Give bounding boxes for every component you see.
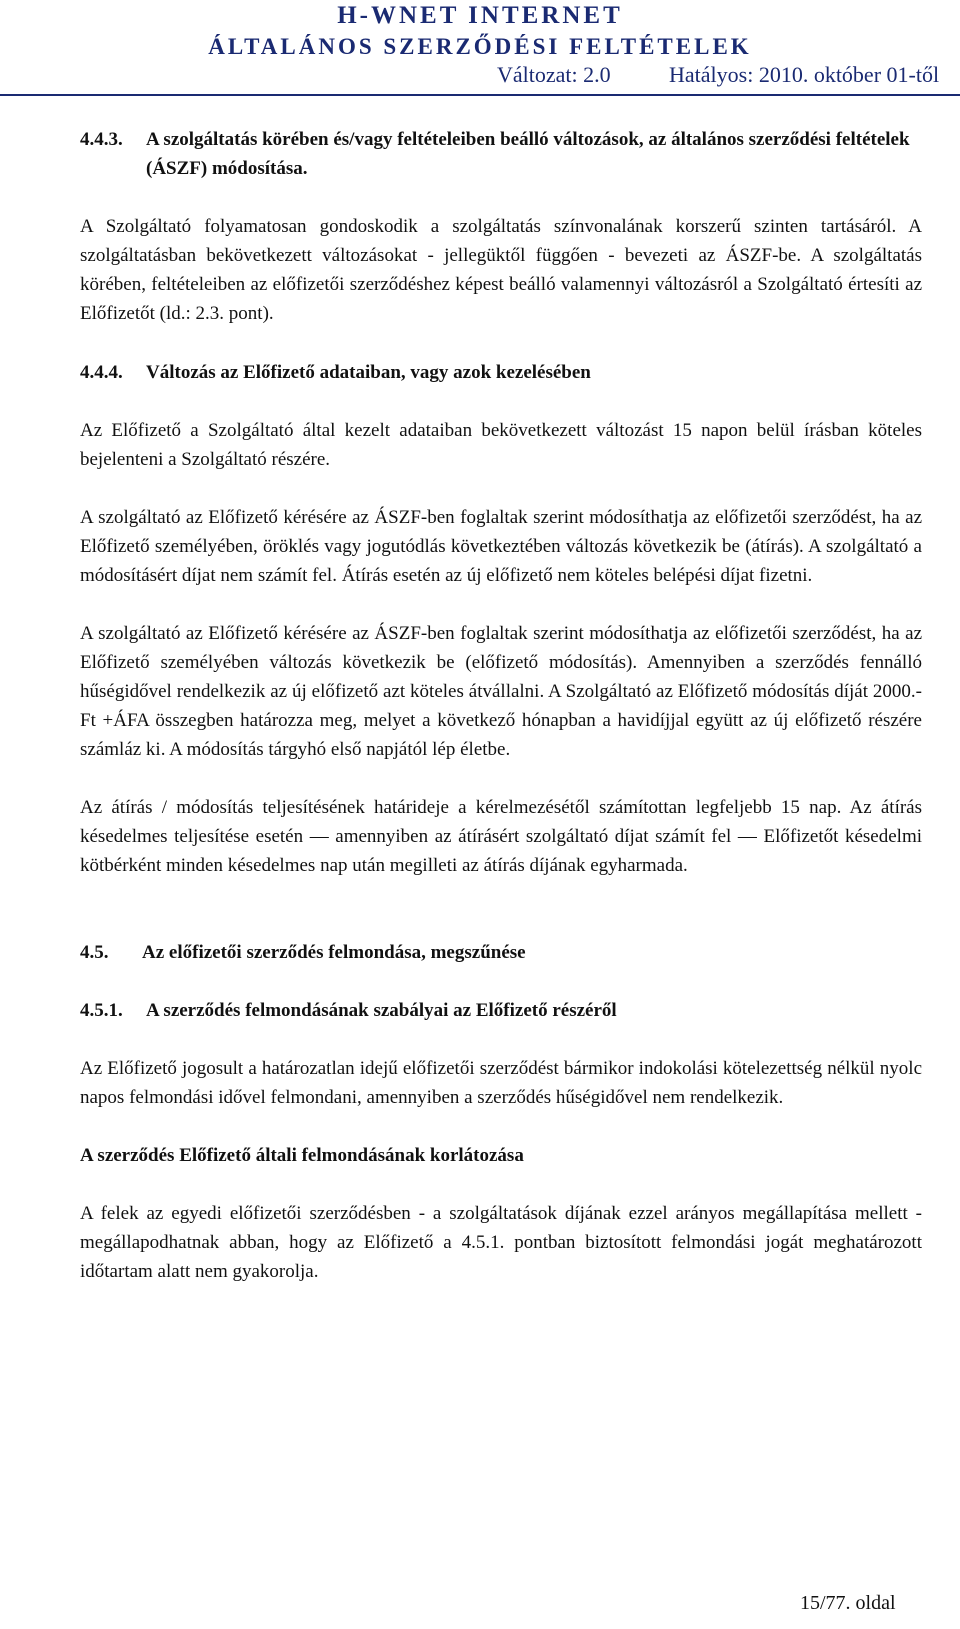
section-number: 4.4.3. bbox=[80, 129, 123, 150]
section-number: 4.4.4. bbox=[80, 362, 123, 383]
section-number: 4.5.1. bbox=[80, 1000, 123, 1021]
section-4-5-1-heading bbox=[80, 996, 922, 1025]
header-divider bbox=[0, 94, 960, 96]
section-4-4-3-heading bbox=[80, 125, 922, 183]
document-body bbox=[80, 125, 922, 1286]
paragraph: Az Előfizető a Szolgáltató által kezelt adataiban bekövetkezett változást 15 napon belül írásban köteles bejelenteni a Szolgáltató részére. bbox=[80, 420, 922, 470]
section-title: Az előfizetői szerződés felmondása, megszűnése bbox=[142, 942, 526, 963]
company-name: H-WNET INTERNET bbox=[337, 2, 623, 29]
subsection-title: A szerződés Előfizető általi felmondásának korlátozása bbox=[80, 1145, 524, 1166]
section-title: A szolgáltatás körében és/vagy feltételeiben beálló változások, az általános szerződési feltételek (ÁSZF) módosítása. bbox=[146, 129, 910, 179]
version-label: Változat: 2.0 bbox=[497, 62, 611, 87]
page-header bbox=[0, 0, 960, 95]
effective-date: Hatályos: 2010. október 01-től bbox=[669, 62, 940, 87]
section-number: 4.5. bbox=[80, 942, 109, 963]
paragraph: A szolgáltató az Előfizető kérésére az ÁSZF-ben foglaltak szerint módosíthatja az előfizetői szerződést, ha az Előfizető személyében, öröklés vagy jogutódlás következtében változás következik be (átírás). A szolgáltató a módosításért díjat nem számít fel. Átírás esetén az új előfizető nem köteles belépési díjat fizetni. bbox=[80, 507, 922, 586]
paragraph: Az Előfizető jogosult a határozatlan idejű előfizetői szerződést bármikor indokolási kötelezettség nélkül nyolc napos felmondási idővel felmondani, amennyiben a szerződés hűségidővel nem rendelkezik. bbox=[80, 1058, 922, 1108]
paragraph: A szolgáltató az Előfizető kérésére az ÁSZF-ben foglaltak szerint módosíthatja az előfizetői szerződést, ha az Előfizető személyében változás következik be (előfizető módosítás). Amennyiben a szerződés fennálló hűségidővel rendelkezik az új előfizető azt köteles átvállalni. A Szolgáltató az Előfizető módosítás díját 2000.- Ft +ÁFA összegben határozza meg, melyet a következő hónapban a havidíjjal együtt az új előfizető részére számláz ki. A módosítás tárgyhó első napjától lép életbe. bbox=[80, 623, 922, 760]
paragraph: A Szolgáltató folyamatosan gondoskodik a szolgáltatás színvonalának korszerű szinten tartásáról. A szolgáltatásban bekövetkezett változásokat - jellegüktől függően - bevezeti az ÁSZF-be. A szolgáltatás körében, feltételeiben az előfizetői szerződéshez képest beálló valamennyi változásról a Szolgáltató értesíti az Előfizetőt (ld.: 2.3. pont). bbox=[80, 216, 922, 324]
paragraph: Az átírás / módosítás teljesítésének határideje a kérelmezésétől számítottan legfeljebb 15 nap. Az átírás késedelmes teljesítése esetén — amennyiben az átírásért szolgáltató díjat számít fel — Előfizetőt késedelmi kötbérként minden késedelmes nap után megilleti az átírás díjának egyharmada. bbox=[80, 797, 922, 876]
section-title: A szerződés felmondásának szabályai az Előfizető részéről bbox=[146, 1000, 617, 1021]
section-title: Változás az Előfizető adataiban, vagy azok kezelésében bbox=[146, 362, 591, 383]
document-title: ÁLTALÁNOS SZERZŐDÉSI FELTÉTELEK bbox=[208, 34, 752, 59]
page-number: 15/77. oldal bbox=[800, 1592, 896, 1614]
section-4-5-heading bbox=[80, 938, 922, 967]
section-4-4-4-heading bbox=[80, 358, 922, 387]
paragraph: A felek az egyedi előfizetői szerződésben - a szolgáltatások díjának ezzel arányos megállapítása mellett - megállapodhatnak abban, hogy az Előfizető a 4.5.1. pontban biztosított felmondási jogát meghatározott időtartam alatt nem gyakorolja. bbox=[80, 1203, 922, 1282]
